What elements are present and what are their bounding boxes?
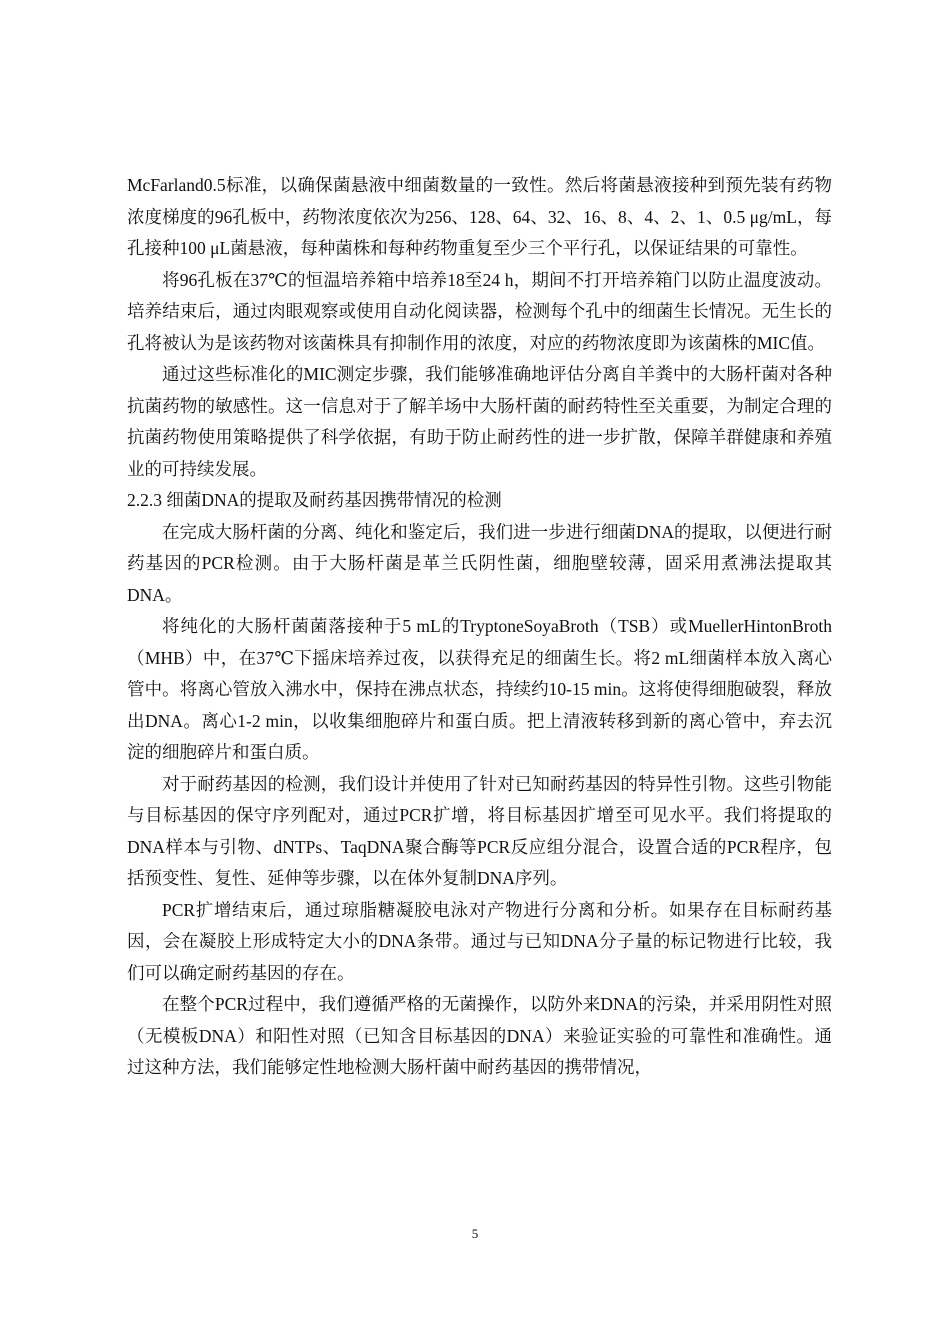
paragraph-pcr-primers: 对于耐药基因的检测，我们设计并使用了针对已知耐药基因的特异性引物。这些引物能与目标基因的保守序列配对，通过PCR扩增，将目标基因扩增至可见水平。我们将提取的DNA样本与引物、dNTPs、TaqDNA聚合酶等PCR反应组分混合，设置合适的PCR程序，包括预变性、复性、延伸等步骤，以在体外复制DNA序列。 <box>127 773 832 888</box>
paragraph-controls: 在整个PCR过程中，我们遵循严格的无菌操作，以防外来DNA的污染，并采用阴性对照（无模板DNA）和阳性对照（已知含目标基因的DNA）来验证实验的可靠性和准确性。通过这种方法，我们能够定性地检测大肠杆菌中耐药基因的携带情况， <box>127 994 832 1077</box>
section-heading-2-2-3: 2.2.3 细菌DNA的提取及耐药基因携带情况的检测 <box>127 490 502 510</box>
paragraph-mic-inoculation: McFarland0.5标准，以确保菌悬液中细菌数量的一致性。然后将菌悬液接种到预先装有药物浓度梯度的96孔板中，药物浓度依次为256、128、64、32、16、8、4、2、1、0.5 μg/mL，每孔接种100 μL菌悬液，每种菌株和每种药物重复至少三个平行孔，以保证结果的可靠性。 <box>127 175 832 258</box>
paragraph-incubation: 将96孔板在37℃的恒温培养箱中培养18至24 h，期间不打开培养箱门以防止温度波动。培养结束后，通过肉眼观察或使用自动化阅读器，检测每个孔中的细菌生长情况。无生长的孔将被认为是该药物对该菌株具有抑制作用的浓度，对应的药物浓度即为该菌株的MIC值。 <box>127 269 832 353</box>
paragraph-boiling-method: 将纯化的大肠杆菌菌落接种于5 mL的TryptoneSoyaBroth（TSB）或MuellerHintonBroth（MHB）中，在37℃下摇床培养过夜，以获得充足的细菌生长。将2 mL细菌样本放入离心管中。将离心管放入沸水中，保持在沸点状态，持续约10-15 min。这将使得细胞破裂，释放出DNA。离心1-2 min，以收集细胞碎片和蛋白质。把上清液转移到新的离心管中，弃去沉淀的细胞碎片和蛋白质。 <box>127 616 832 762</box>
paragraph-mic-summary: 通过这些标准化的MIC测定步骤，我们能够准确地评估分离自羊粪中的大肠杆菌对各种抗菌药物的敏感性。这一信息对于了解羊场中大肠杆菌的耐药特性至关重要，为制定合理的抗菌药物使用策略提供了科学依据，有助于防止耐药性的进一步扩散，保障羊群健康和养殖业的可持续发展。 <box>127 364 832 479</box>
document-body <box>127 170 832 1084</box>
paragraph-electrophoresis: PCR扩增结束后，通过琼脂糖凝胶电泳对产物进行分离和分析。如果存在目标耐药基因，会在凝胶上形成特定大小的DNA条带。通过与已知DNA分子量的标记物进行比较，我们可以确定耐药基因的存在。 <box>127 899 832 983</box>
paragraph-dna-extraction-intro: 在完成大肠杆菌的分离、纯化和鉴定后，我们进一步进行细菌DNA的提取，以便进行耐药基因的PCR检测。由于大肠杆菌是革兰氏阴性菌，细胞壁较薄，固采用煮沸法提取其DNA。 <box>127 521 832 605</box>
page-number: 5 <box>471 1226 479 1241</box>
